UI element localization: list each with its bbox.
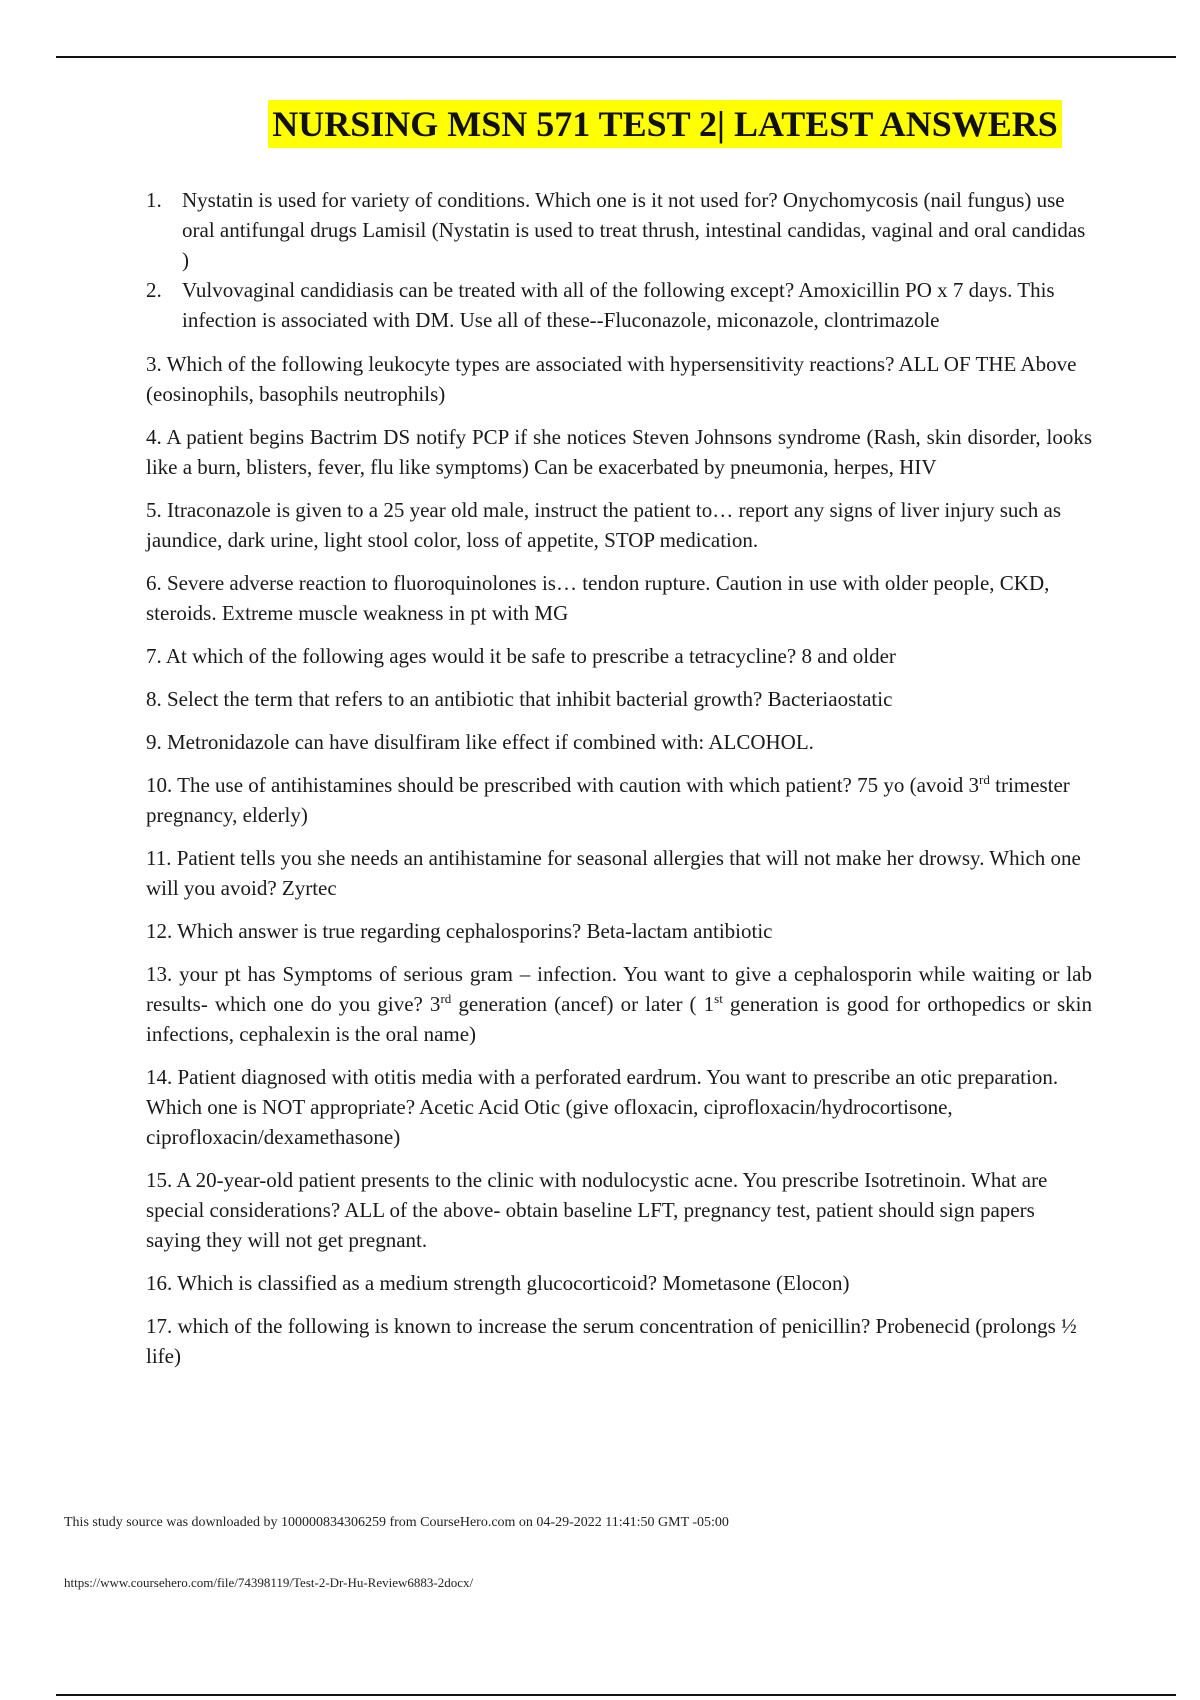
question-10-text-a: 10. The use of antihistamines should be prescribed with caution with which patient? 75 yo (avoid 3 [146, 773, 980, 797]
document-body [146, 185, 1092, 1371]
document-title: NURSING MSN 571 TEST 2| LATEST ANSWERS [268, 100, 1062, 148]
question-7: 7. At which of the following ages would it be safe to prescribe a tetracycline? 8 and older [146, 644, 896, 668]
question-5: 5. Itraconazole is given to a 25 year old male, instruct the patient to… report any signs of liver injury such as jaundice, dark urine, light stool color, loss of appetite, STOP medication. [146, 498, 1061, 552]
question-13-superscript-2: st [714, 991, 723, 1006]
download-source-note: This study source was downloaded by 100000834306259 from CourseHero.com on 04-29-2022 11:41:50 GMT -05:00 [64, 1515, 729, 1530]
list-item [146, 275, 1092, 335]
question-6: 6. Severe adverse reaction to fluoroquinolones is… tendon rupture. Caution in use with older people, CKD, steroids. Extreme muscle weakness in pt with MG [146, 571, 1050, 625]
title-container [0, 100, 1200, 148]
bottom-rule [56, 1694, 1176, 1696]
question-9: 9. Metronidazole can have disulfiram like effect if combined with: ALCOHOL. [146, 730, 814, 754]
question-12: 12. Which answer is true regarding cephalosporins? Beta-lactam antibiotic [146, 919, 773, 943]
question-13-text-a: 13. your pt has Symptoms of serious gram – infection. You want to give a cephalosporin while waiting or lab results- which one do you give? 3 [146, 962, 1092, 1016]
question-11: 11. Patient tells you she needs an antihistamine for seasonal allergies that will not make her drowsy. Which one will you avoid? Zyrtec [146, 846, 1081, 900]
list-item [146, 185, 1092, 275]
question-3: 3. Which of the following leukocyte types are associated with hypersensitivity reactions? ALL OF THE Above (eosinophils, basophils neutrophils) [146, 352, 1077, 406]
source-url[interactable]: https://www.coursehero.com/file/74398119/Test-2-Dr-Hu-Review6883-2docx/ [64, 1575, 474, 1590]
list-item-text: Vulvovaginal candidiasis can be treated with all of the following except? Amoxicillin PO x 7 days. This infection is associated with DM. Use all of these--Fluconazole, miconazole, clontrimazole [182, 278, 1055, 332]
top-rule [56, 56, 1176, 58]
question-13 [146, 959, 1092, 1049]
question-4: 4. A patient begins Bactrim DS notify PCP if she notices Steven Johnsons syndrome (Rash, skin disorder, looks like a burn, blisters, fever, flu like symptoms) Can be exacerbated by pneumonia, herpes, HIV [146, 425, 1092, 479]
question-13-superscript-1: rd [440, 991, 452, 1006]
question-17: 17. which of the following is known to increase the serum concentration of penicillin? Probenecid (prolongs ½ life) [146, 1314, 1077, 1368]
list-item-number: 2. [146, 278, 162, 302]
list-item-text: Nystatin is used for variety of conditions. Which one is it not used for? Onychomycosis (nail fungus) use oral antifungal drugs Lamisil (Nystatin is used to treat thrush, intestinal candidas, vaginal and oral candidas ) [182, 188, 1086, 272]
numbered-list [146, 185, 1092, 335]
question-10-text-b: trimester pregnancy, elderly) [146, 773, 1070, 827]
question-16: 16. Which is classified as a medium strength glucocorticoid? Mometasone (Elocon) [146, 1271, 850, 1295]
list-item-number: 1. [146, 188, 162, 212]
question-13-text-b: generation (ancef) or later ( 1 [451, 992, 715, 1016]
question-8: 8. Select the term that refers to an antibiotic that inhibit bacterial growth? Bacteriaostatic [146, 687, 893, 711]
question-13-text-c: generation is good for orthopedics or skin infections, cephalexin is the oral name) [146, 992, 1092, 1046]
question-15: 15. A 20-year-old patient presents to the clinic with nodulocystic acne. You prescribe Isotretinoin. What are special considerations? ALL of the above- obtain baseline LFT, pregnancy test, patient should sign papers saying they will not get pregnant. [146, 1168, 1048, 1252]
question-14: 14. Patient diagnosed with otitis media with a perforated eardrum. You want to prescribe an otic preparation. Which one is NOT appropriate? Acetic Acid Otic (give ofloxacin, ciprofloxacin/hydrocortisone, ciprofloxacin/dexamethasone) [146, 1065, 1059, 1149]
question-10-superscript: rd [979, 772, 990, 787]
question-10 [146, 770, 1092, 830]
